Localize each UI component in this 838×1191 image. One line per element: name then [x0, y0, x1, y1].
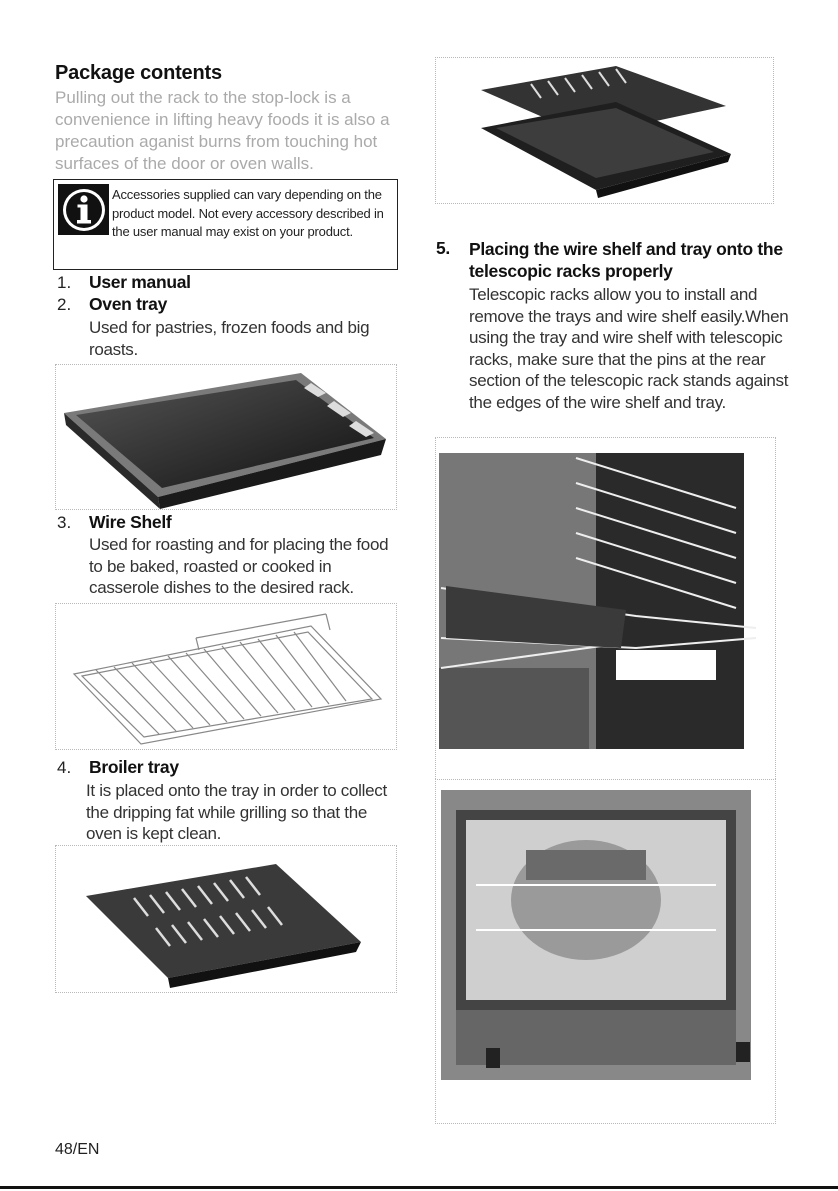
- section-title: Package contents: [55, 62, 222, 84]
- item-title-oven-tray: Oven tray: [89, 294, 168, 314]
- wire-shelf-image: [55, 603, 397, 750]
- intro-text: Pulling out the rack to the stop-lock is a convenience in lifting heavy foods it is also a precaution aganist burns from touching hot surfaces of the door or oven walls.: [55, 88, 390, 173]
- item-title-user-manual: User manual: [89, 272, 191, 292]
- info-icon: [58, 184, 109, 235]
- broiler-tray-image: [55, 845, 397, 993]
- item-title-broiler-tray: Broiler tray: [89, 757, 179, 777]
- page-number: 48/EN: [55, 1141, 100, 1158]
- oven-interior-image: [435, 779, 776, 1124]
- note-text: Accessories supplied can vary depending on the product model. Not every accessory described in the user manual may exist on your product.: [112, 187, 384, 239]
- item-desc-broiler-tray: It is placed onto the tray in order to collect the dripping fat while grilling so that the oven is kept clean.: [86, 781, 387, 843]
- item-desc-telescopic-racks: Telescopic racks allow you to install and remove the trays and wire shelf easily.When using the tray and wire shelf with telescopic racks, make sure that the pins at the rear section of the telescopic rack stands against the edges of the wire shelf and tray.: [469, 285, 789, 412]
- trays-stacked-image: [435, 57, 774, 204]
- note-box: [53, 179, 398, 270]
- oven-tray-image: [55, 364, 397, 510]
- item-number: 1.: [57, 273, 72, 292]
- item-number: 2.: [57, 295, 72, 314]
- item-number: 3.: [57, 513, 72, 532]
- bottom-rule: [0, 1186, 838, 1189]
- item-number: 5.: [436, 238, 450, 258]
- item-title-wire-shelf: Wire Shelf: [89, 512, 172, 532]
- item-desc-oven-tray: Used for pastries, frozen foods and big roasts.: [89, 318, 370, 359]
- item-desc-wire-shelf: Used for roasting and for placing the food to be baked, roasted or cooked in casserole dishes to the desired rack.: [89, 535, 389, 597]
- item-title-telescopic-racks: Placing the wire shelf and tray onto the telescopic racks properly: [469, 239, 783, 281]
- item-number: 4.: [57, 758, 72, 777]
- oven-rack-closeup-image: [435, 437, 776, 781]
